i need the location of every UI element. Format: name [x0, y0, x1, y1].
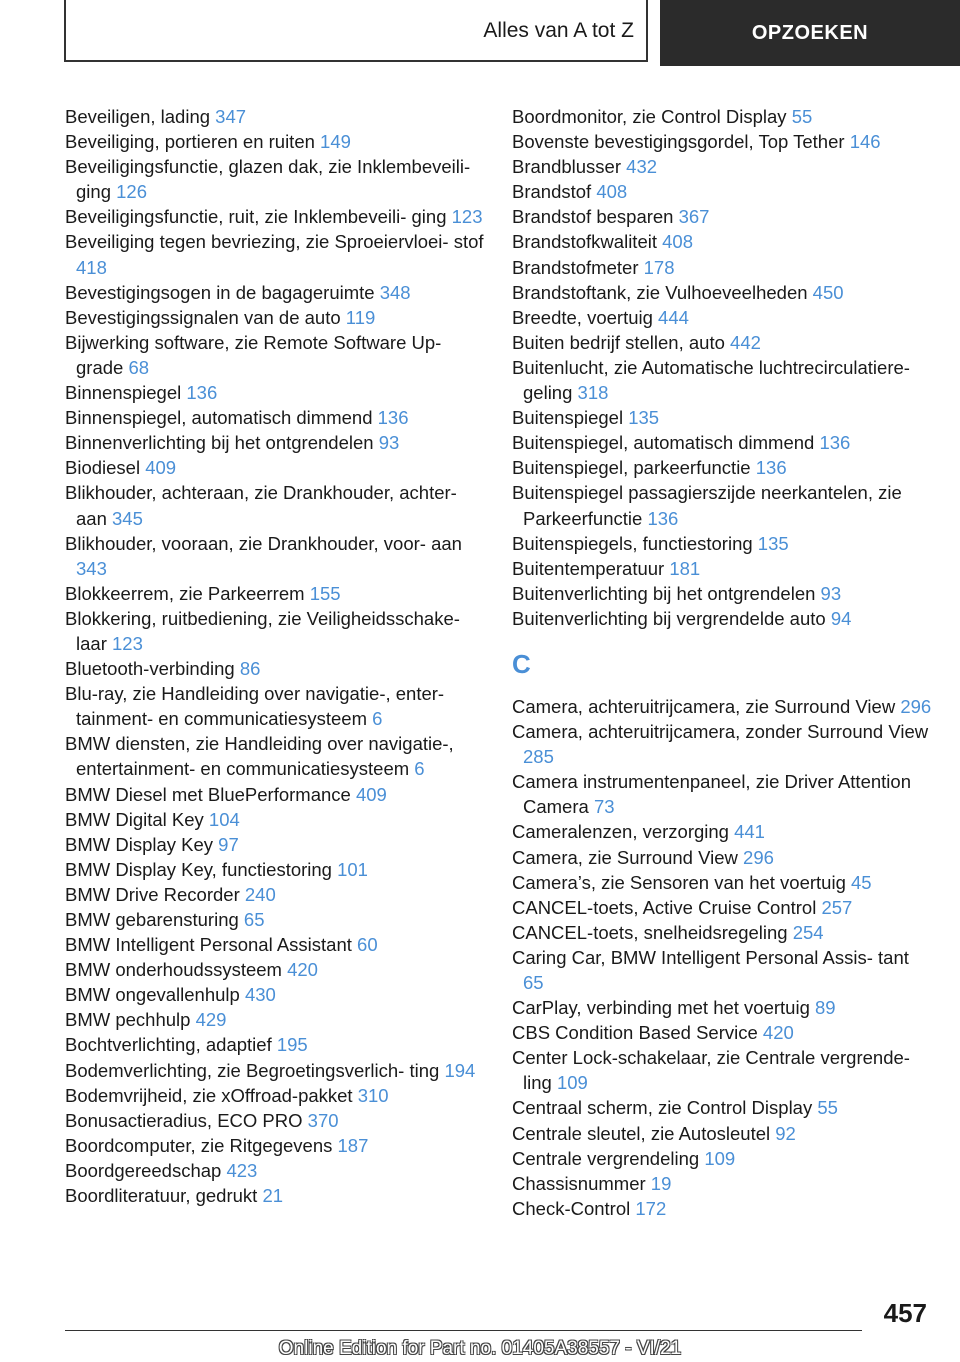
- index-entry-text: Boordcomputer, zie Ritgegevens: [65, 1134, 333, 1156]
- chapter-title: Alles van A tot Z: [483, 19, 634, 42]
- index-entry-text: Buitenspiegel, automatisch dimmend: [512, 432, 815, 454]
- index-page-link[interactable]: 136: [647, 507, 679, 529]
- index-entry: [512, 945, 932, 995]
- index-entry: [65, 832, 485, 857]
- index-entry-text: BMW gebarensturing: [65, 909, 239, 930]
- index-entry-text: BMW pechhulp: [65, 1009, 191, 1031]
- index-entry-text: Camera instrumentenpaneel, zie Driver Attention Camera: [512, 771, 911, 818]
- index-entry-text: Biodiesel: [65, 457, 141, 479]
- index-page-link[interactable]: 6: [414, 758, 425, 780]
- index-entry-text: Boordliteratuur, gedrukt: [65, 1185, 258, 1207]
- index-entry: [512, 769, 932, 819]
- index-entry-text: Bevestigingssignalen van de auto: [65, 306, 341, 328]
- index-entry: [65, 606, 485, 656]
- index-page-link[interactable]: 68: [128, 356, 150, 378]
- index-entry: [512, 531, 932, 556]
- index-entry: [512, 330, 932, 355]
- index-entry-text: Center Lock-schakelaar, zie Centrale vergrende- ling: [512, 1047, 910, 1094]
- index-page-link[interactable]: 240: [244, 883, 276, 905]
- index-entry: [65, 104, 485, 129]
- index-entry-text: Buitentemperatuur: [512, 557, 665, 579]
- index-entry-text: Buitenspiegel, parkeerfunctie: [512, 457, 751, 479]
- index-page-link[interactable]: 432: [626, 156, 658, 178]
- index-entry-text: BMW Digital Key: [65, 808, 204, 830]
- index-page-link[interactable]: 73: [593, 796, 615, 818]
- index-entry: [512, 154, 932, 179]
- index-entry-text: Brandstof besparen: [512, 206, 674, 228]
- index-page-link[interactable]: 420: [762, 1022, 794, 1044]
- index-page-link[interactable]: 420: [287, 959, 318, 981]
- index-entry: [512, 1171, 932, 1196]
- index-page-link[interactable]: 318: [577, 382, 609, 404]
- index-page-link[interactable]: 136: [819, 432, 851, 454]
- index-entry-text: Camera, achteruitrijcamera, zie Surround View: [512, 695, 896, 717]
- index-entry-text: Blokkeerrem, zie Parkeerrem: [65, 582, 305, 604]
- index-page-link[interactable]: 101: [337, 858, 368, 880]
- index-entry: [65, 305, 485, 330]
- index-entry: [65, 154, 485, 204]
- index-entry-text: Blikhouder, achteraan, zie Drankhouder, achter- aan: [65, 482, 457, 529]
- index-entry-text: Binnenspiegel: [65, 382, 182, 404]
- index-page-link[interactable]: 135: [757, 532, 789, 554]
- index-entry: [512, 581, 932, 606]
- index-page-link[interactable]: 123: [112, 632, 143, 654]
- index-entry-text: Bovenste bevestigingsgordel, Top Tether: [512, 131, 845, 153]
- index-entry-text: Cameralenzen, verzorging: [512, 821, 729, 843]
- index-entry: [512, 694, 932, 719]
- index-page-link[interactable]: 187: [337, 1134, 369, 1156]
- index-entry-text: BMW Diesel met BluePerformance: [65, 783, 351, 805]
- index-entry: [65, 330, 485, 380]
- index-entry: [65, 782, 485, 807]
- index-entry: [512, 920, 932, 945]
- index-entry: [65, 932, 485, 957]
- index-entry-text: Bodemverlichting, zie Begroetingsverlich- ting: [65, 1059, 440, 1081]
- index-entry-text: Buitenverlichting bij het ontgrendelen: [512, 582, 816, 604]
- section-tab: OPZOEKEN: [660, 0, 960, 66]
- index-page-link[interactable]: 429: [195, 1009, 227, 1031]
- index-page-link[interactable]: 136: [755, 457, 787, 479]
- index-page-link[interactable]: 254: [792, 921, 824, 943]
- index-entry-text: Breedte, voertuig: [512, 306, 653, 328]
- index-entry: [65, 480, 485, 530]
- index-entry: [512, 179, 932, 204]
- index-page-link[interactable]: 45: [851, 871, 872, 893]
- index-entry-text: Blikhouder, vooraan, zie Drankhouder, voor- aan: [65, 532, 462, 554]
- index-entry-text: Bijwerking software, zie Remote Software Up- grade: [65, 331, 442, 378]
- index-entry: [512, 870, 932, 895]
- index-page-link[interactable]: 310: [357, 1084, 389, 1106]
- index-entry: [65, 581, 485, 606]
- index-entry-text: Centrale vergrendeling: [512, 1147, 700, 1169]
- index-entry-text: Buitenspiegels, functiestoring: [512, 532, 753, 554]
- index-entry: [65, 982, 485, 1007]
- index-entry-text: Chassisnummer: [512, 1172, 646, 1194]
- index-entry: [65, 1108, 485, 1133]
- index-entry: [65, 1083, 485, 1108]
- page-number: 457: [883, 1298, 927, 1328]
- index-page-link[interactable]: 296: [900, 695, 932, 717]
- index-page-link[interactable]: 126: [116, 181, 147, 203]
- index-entry-text: Bluetooth-verbinding: [65, 658, 235, 680]
- index-entry-text: CarPlay, verbinding met het voertuig: [512, 997, 810, 1019]
- index-entry-text: Beveiligingsfunctie, ruit, zie Inklembeveili- ging: [65, 206, 447, 228]
- index-page-link[interactable]: 181: [669, 557, 701, 579]
- index-entry-text: Caring Car, BMW Intelligent Personal Assis- tant: [512, 946, 909, 968]
- index-entry: [65, 280, 485, 305]
- index-page-link[interactable]: 195: [276, 1034, 308, 1056]
- index-entry: [512, 1146, 932, 1171]
- index-entry-text: Binnenverlichting bij het ontgrendelen: [65, 432, 374, 454]
- index-page-link[interactable]: 155: [309, 582, 341, 604]
- page-header: [64, 0, 960, 66]
- index-entry: [65, 1032, 485, 1057]
- index-page-link[interactable]: 119: [345, 306, 376, 328]
- index-entry: [512, 1095, 932, 1120]
- index-page-link[interactable]: 146: [849, 131, 881, 153]
- index-entry: [512, 430, 932, 455]
- index-entry: [512, 995, 932, 1020]
- index-entry-text: BMW Drive Recorder: [65, 883, 240, 905]
- index-page-link[interactable]: 450: [812, 281, 844, 303]
- index-entry: [65, 204, 485, 229]
- index-page-link[interactable]: 430: [244, 984, 276, 1006]
- index-page-link[interactable]: 408: [662, 231, 693, 253]
- index-entry: [65, 129, 485, 154]
- index-entry-text: Centraal scherm, zie Control Display: [512, 1097, 813, 1119]
- index-page-link[interactable]: 347: [215, 106, 247, 127]
- index-page-link[interactable]: 65: [523, 972, 544, 993]
- index-entry-text: Buiten bedrijf stellen, auto: [512, 331, 725, 353]
- index-entry-text: Boordmonitor, zie Control Display: [512, 106, 787, 127]
- index-entry: [512, 1196, 932, 1221]
- index-entry: [65, 656, 485, 681]
- index-entry: [65, 907, 485, 932]
- index-page-link[interactable]: 348: [379, 281, 411, 303]
- index-entry-text: Blokkering, ruitbediening, zie Veiligheidsschake- laar: [65, 607, 460, 654]
- index-entry-text: Bochtverlichting, adaptief: [65, 1034, 272, 1056]
- index-page-link[interactable]: 109: [704, 1147, 736, 1169]
- index-entry-text: Camera, achteruitrijcamera, zonder Surround View: [512, 721, 929, 743]
- index-entry: [512, 405, 932, 430]
- index-entry-text: CBS Condition Based Service: [512, 1022, 758, 1044]
- index-entry-text: Beveiliging, portieren en ruiten: [65, 131, 315, 153]
- index-page-link[interactable]: 93: [820, 582, 842, 604]
- index-entry: [65, 380, 485, 405]
- index-entry-text: BMW Display Key: [65, 833, 214, 855]
- index-entry: [65, 957, 485, 982]
- index-entry: [512, 845, 932, 870]
- index-entry: [65, 229, 485, 279]
- index-page-link[interactable]: 257: [821, 896, 853, 918]
- index-page-link[interactable]: 367: [678, 206, 710, 228]
- footer-edition-text: Online Edition for Part no. 01405A38557 - VI/21: [278, 1338, 682, 1359]
- index-entry-text: BMW Intelligent Personal Assistant: [65, 934, 352, 956]
- index-column-right: [512, 104, 932, 1221]
- index-page-link[interactable]: 19: [650, 1172, 672, 1194]
- index-page-link[interactable]: 89: [815, 997, 836, 1019]
- index-page-link[interactable]: 123: [451, 206, 483, 228]
- index-page-link[interactable]: 93: [378, 432, 400, 454]
- index-entry: [65, 405, 485, 430]
- index-entry: [512, 255, 932, 280]
- index-page-link[interactable]: 178: [643, 256, 675, 278]
- index-group-b-continued: [512, 104, 932, 631]
- index-entry: [512, 129, 932, 154]
- index-entry: [65, 1007, 485, 1032]
- index-page-link[interactable]: 21: [262, 1185, 284, 1207]
- index-entry-text: Buitenspiegel: [512, 407, 624, 429]
- index-page-link[interactable]: 86: [239, 658, 261, 680]
- index-page-link[interactable]: 296: [743, 846, 774, 868]
- index-entry: [65, 1158, 485, 1183]
- index-page-link[interactable]: 194: [444, 1059, 476, 1081]
- index-letter-heading: C: [512, 648, 531, 679]
- index-entry: [512, 355, 932, 405]
- index-entry: [512, 606, 932, 631]
- index-entry: [512, 1045, 932, 1095]
- index-entry: [512, 229, 932, 254]
- index-entry: [512, 480, 932, 530]
- index-entry: [512, 280, 932, 305]
- index-page-link[interactable]: 441: [734, 821, 765, 843]
- index-page-link[interactable]: 444: [658, 306, 689, 328]
- index-entry: [512, 455, 932, 480]
- index-page-link[interactable]: 442: [730, 331, 761, 353]
- index-entry-text: Buitenverlichting bij vergrendelde auto: [512, 607, 826, 629]
- index-entry-text: Brandstofkwaliteit: [512, 231, 657, 253]
- index-entry: [65, 1183, 485, 1208]
- index-entry-text: Beveiligen, lading: [65, 106, 211, 127]
- index-entry: [512, 305, 932, 330]
- index-entry-text: Bevestigingsogen in de bagageruimte: [65, 281, 375, 303]
- index-entry-text: Bodemvrijheid, zie xOffroad-pakket: [65, 1084, 353, 1106]
- index-entry: [512, 204, 932, 229]
- index-page-link[interactable]: 149: [320, 131, 351, 153]
- index-page-link[interactable]: 6: [372, 708, 383, 730]
- index-page-link[interactable]: 418: [76, 256, 107, 278]
- index-entry: [65, 857, 485, 882]
- index-entry-text: CANCEL-toets, snelheidsregeling: [512, 921, 788, 943]
- index-page-link[interactable]: 408: [596, 181, 628, 203]
- index-entry-text: BMW ongevallenhulp: [65, 984, 240, 1006]
- index-page-link[interactable]: 172: [635, 1197, 667, 1219]
- index-group-c: [512, 694, 932, 1221]
- index-entry: [65, 681, 485, 731]
- index-entry-text: Brandstof: [512, 181, 592, 203]
- index-entry-text: CANCEL-toets, Active Cruise Control: [512, 896, 817, 918]
- index-entry-text: Camera’s, zie Sensoren van het voertuig: [512, 871, 846, 893]
- index-page-link[interactable]: 109: [556, 1072, 588, 1094]
- footer-rule: [65, 1330, 862, 1331]
- index-entry-text: Buitenlucht, zie Automatische luchtrecirculatiere- geling: [512, 356, 910, 404]
- index-page-link[interactable]: 135: [628, 407, 660, 429]
- index-entry: [65, 531, 485, 581]
- index-entry-text: Brandstofmeter: [512, 256, 639, 278]
- index-entry: [512, 895, 932, 920]
- index-entry-text: Check-Control: [512, 1197, 631, 1219]
- index-entry: [512, 1020, 932, 1045]
- index-entry: [65, 731, 485, 781]
- index-page-link[interactable]: 370: [307, 1109, 339, 1131]
- index-entry-text: Bonusactieradius, ECO PRO: [65, 1109, 303, 1131]
- index-entry-text: Camera, zie Surround View: [512, 846, 738, 868]
- index-page-link[interactable]: 94: [830, 607, 852, 629]
- index-entry: [65, 1058, 485, 1083]
- index-entry: [512, 104, 932, 129]
- index-page-link[interactable]: 92: [775, 1122, 796, 1144]
- index-entry-text: Brandstoftank, zie Vulhoeveelheden: [512, 281, 808, 303]
- index-page-link[interactable]: 104: [208, 808, 240, 830]
- index-entry-text: Binnenspiegel, automatisch dimmend: [65, 407, 373, 429]
- index-page-link[interactable]: 423: [226, 1159, 258, 1181]
- index-page-link[interactable]: 55: [817, 1097, 838, 1119]
- index-page-link[interactable]: 409: [145, 457, 177, 479]
- index-entry: [512, 1121, 932, 1146]
- index-page-link[interactable]: 136: [186, 382, 218, 404]
- index-entry-text: Buitenspiegel passagierszijde neerkantelen, zie Parkeerfunctie: [512, 482, 902, 529]
- index-entry-text: BMW Display Key, functiestoring: [65, 858, 332, 880]
- index-entry: [512, 819, 932, 844]
- index-entry-text: BMW diensten, zie Handleiding over navigatie-, entertainment- en communicatiesysteem: [65, 733, 454, 780]
- index-page-link[interactable]: 285: [523, 746, 554, 768]
- index-page-link[interactable]: 97: [218, 833, 239, 855]
- index-page-link[interactable]: 60: [357, 934, 378, 956]
- index-entry: [65, 882, 485, 907]
- index-column-left: [65, 104, 485, 1208]
- index-entry: [65, 807, 485, 832]
- index-entry-text: Beveiligingsfunctie, glazen dak, zie Inklembeveili- ging: [65, 156, 471, 203]
- index-page-link[interactable]: 345: [112, 507, 143, 529]
- index-entry-text: Centrale sleutel, zie Autosleutel: [512, 1122, 771, 1144]
- index-page-link[interactable]: 136: [377, 407, 409, 429]
- index-page-link[interactable]: 409: [355, 783, 387, 805]
- index-entry-text: Boordgereedschap: [65, 1159, 222, 1181]
- index-entry-text: Blu-ray, zie Handleiding over navigatie-, enter- tainment- en communicatiesysteem: [65, 683, 445, 730]
- index-entry: [512, 556, 932, 581]
- index-entry: [65, 455, 485, 480]
- index-entry: [512, 719, 932, 769]
- index-entry-text: BMW onderhoudssysteem: [65, 959, 282, 981]
- index-page-link[interactable]: 65: [243, 909, 265, 930]
- index-entry: [65, 430, 485, 455]
- index-entry-text: Brandblusser: [512, 156, 622, 178]
- index-entry: [65, 1133, 485, 1158]
- index-page-link[interactable]: 343: [76, 557, 107, 579]
- index-entry-text: Beveiliging tegen bevriezing, zie Sproeiervloei- stof: [65, 231, 484, 253]
- index-page-link[interactable]: 55: [791, 106, 813, 127]
